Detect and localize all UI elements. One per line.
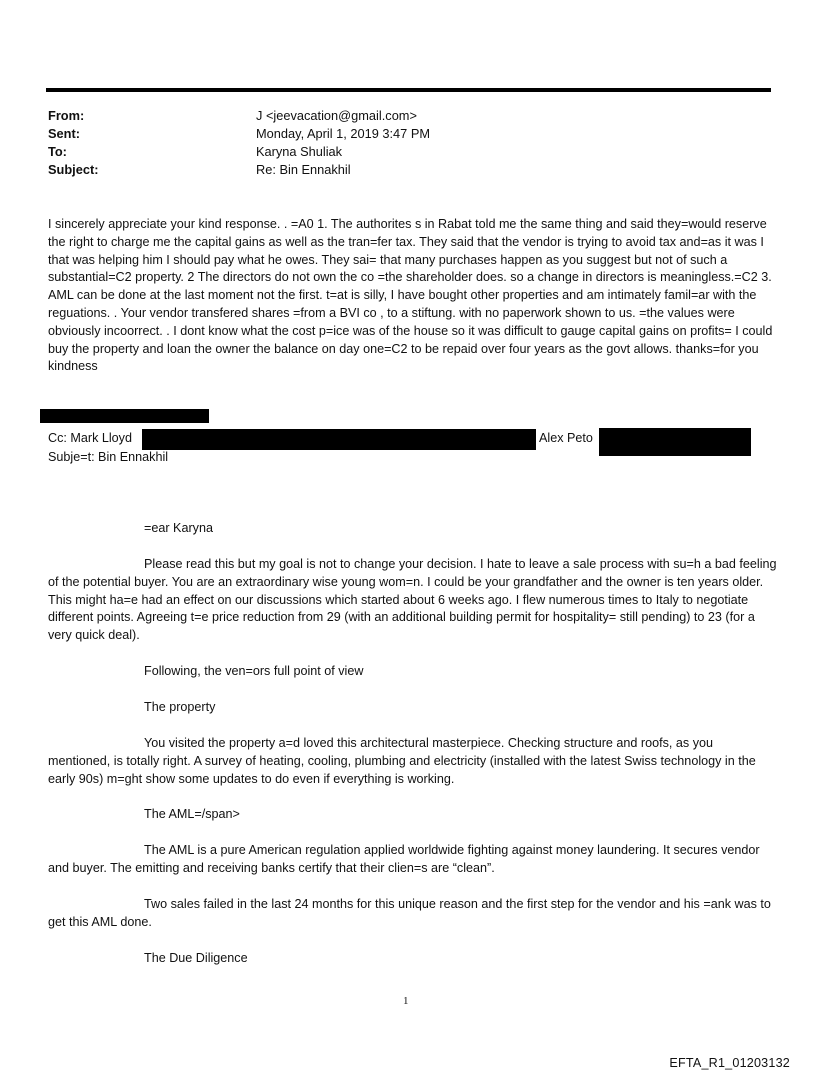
- heading-property: The property: [144, 700, 216, 714]
- paragraph-sales: Two sales failed in the last 24 months for this unique reason and the first step for the vendor and his =ank was to get this AML done.: [48, 897, 771, 929]
- cc-second-name: Alex Peto: [539, 431, 593, 445]
- redaction-block: [142, 429, 536, 450]
- to-label: To:: [48, 144, 67, 159]
- paragraph-aml: The AML is a pure American regulation applied worldwide fighting against money laundering. It secures vendor and buyer. The emitting and receiving banks certify that their clien=s are “clean”.: [48, 843, 760, 875]
- paragraph-property: You visited the property a=d loved this architectural masterpiece. Checking structure and roofs, as you mentioned, is totally right. A survey of heating, cooling, plumbing and electricity (installed with the latest Swiss technology in the early 90s) m=ght show some updates to do even if everything is working.: [48, 736, 756, 786]
- salutation: =ear Karyna: [144, 521, 213, 535]
- header-rule: [46, 88, 771, 92]
- following-line: Following, the ven=ors full point of view: [144, 664, 364, 678]
- to-value: Karyna Shuliak: [256, 144, 343, 159]
- redaction-block: [40, 409, 209, 423]
- subject-value: Re: Bin Ennakhil: [256, 162, 351, 177]
- page-number: 1: [403, 995, 409, 1007]
- reply-body: I sincerely appreciate your kind response. . =A0 1. The authorites s in Rabat told me the same thing and said they=would reserve the right to charge me the capital gains as well as the tran=fer tax. They said that the vendor is trying to avoid tax and=as it was I that was helping him I should pay what he owes. They sai= that many purchases happen as you suggest but not of such a substantial=C2 property. 2 The directors do not own the co =the shareholder does. so a change in directors is meaningless.=C2 3. AML can be done at the last moment not the first. t=at is silly, I have bought other properties and am intimately famil=ar with the reguations. . Your vendor transfered shares =from a BVI co , to a stiftung. with no paperwork shown to us. =the values were obviously incoorrect. . I dont know what the cost p=ice was of the house so it was difficult to gauge capital gains on profits= I could buy the property and loan the owner the balance on day one=C2 to be repaid over four years as the govt allows. thanks=for you kindness: [48, 217, 773, 374]
- quoted-paragraph-1: Please read this but my goal is not to change your decision. I hate to leave a sale process with su=h a bad feeling of the potential buyer. You are an extraordinary wise young wom=n. I could be your grandfather and the owner is ten years older. This might ha=e had an effect on our discussions which started about 6 weeks ago. I flew numerous times to Italy to negotiate different points. Agreeing t=e price reduction from 29 (with an additional building permit for hospitality= still pending) to 23 (for a very quick deal).: [48, 557, 777, 643]
- heading-due-diligence: The Due Diligence: [144, 951, 248, 965]
- from-value: J <jeevacation@gmail.com>: [256, 108, 417, 123]
- sent-value: Monday, April 1, 2019 3:47 PM: [256, 126, 431, 141]
- from-label: From:: [48, 108, 85, 123]
- redaction-block: [599, 428, 751, 456]
- cc-line: Cc: Mark Lloyd: [48, 431, 132, 445]
- subject-label: Subject:: [48, 162, 99, 177]
- bates-number: EFTA_R1_01203132: [669, 1056, 790, 1070]
- heading-aml: The AML=/span>: [144, 807, 240, 821]
- quoted-subject-line: Subje=t: Bin Ennakhil: [48, 450, 169, 464]
- sent-label: Sent:: [48, 126, 80, 141]
